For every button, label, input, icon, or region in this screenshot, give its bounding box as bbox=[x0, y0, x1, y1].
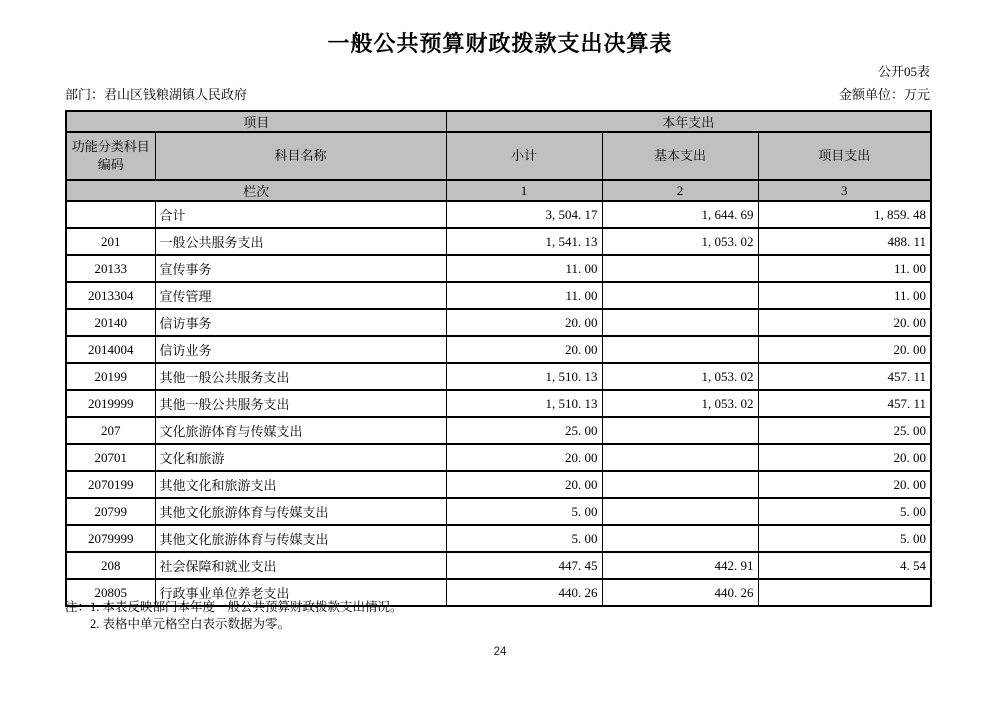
col-header-project-expenditure: 项目支出 bbox=[758, 132, 931, 180]
cell-subtotal: 1, 510. 13 bbox=[446, 390, 602, 417]
cell-subject-name: 其他一般公共服务支出 bbox=[155, 390, 446, 417]
cell-subtotal: 20. 00 bbox=[446, 471, 602, 498]
col-header-function-code: 功能分类科目编码 bbox=[66, 132, 155, 180]
cell-function-code: 207 bbox=[66, 417, 155, 444]
cell-project-expense: 5. 00 bbox=[758, 525, 931, 552]
cell-basic-expense bbox=[602, 255, 758, 282]
col-header-subject-name: 科目名称 bbox=[155, 132, 446, 180]
footnotes bbox=[65, 599, 403, 633]
table-row bbox=[66, 498, 931, 525]
cell-subject-name: 其他文化旅游体育与传媒支出 bbox=[155, 498, 446, 525]
table-code-label: 公开05表 bbox=[877, 64, 930, 79]
table-body bbox=[66, 201, 931, 606]
cell-function-code: 208 bbox=[66, 552, 155, 579]
table-row bbox=[66, 282, 931, 309]
unit-label: 金额单位：万元 bbox=[838, 87, 930, 102]
table-row bbox=[66, 417, 931, 444]
cell-subtotal: 1, 541. 13 bbox=[446, 228, 602, 255]
cell-subject-name: 其他文化和旅游支出 bbox=[155, 471, 446, 498]
table-header bbox=[66, 111, 931, 201]
table-row bbox=[66, 201, 931, 228]
cell-subject-name: 文化和旅游 bbox=[155, 444, 446, 471]
cell-function-code: 20140 bbox=[66, 309, 155, 336]
note-line-1: 注：1. 本表反映部门本年度一般公共预算财政拨款支出情况。 bbox=[65, 600, 403, 614]
col-group-current-year-expenditure: 本年支出 bbox=[446, 111, 931, 132]
cell-subtotal: 447. 45 bbox=[446, 552, 602, 579]
cell-subject-name: 一般公共服务支出 bbox=[155, 228, 446, 255]
note-line-2: 2. 表格中单元格空白表示数据为零。 bbox=[90, 617, 291, 631]
cell-basic-expense: 1, 053. 02 bbox=[602, 390, 758, 417]
cell-project-expense: 20. 00 bbox=[758, 336, 931, 363]
cell-basic-expense bbox=[602, 282, 758, 309]
cell-basic-expense bbox=[602, 525, 758, 552]
cell-subtotal: 1, 510. 13 bbox=[446, 363, 602, 390]
cell-project-expense bbox=[758, 579, 931, 606]
cell-function-code: 20701 bbox=[66, 444, 155, 471]
col-index-label: 栏次 bbox=[66, 180, 446, 201]
cell-subject-name: 宣传管理 bbox=[155, 282, 446, 309]
table-row bbox=[66, 390, 931, 417]
cell-function-code: 20199 bbox=[66, 363, 155, 390]
cell-basic-expense bbox=[602, 417, 758, 444]
table-row bbox=[66, 255, 931, 282]
header-index-row bbox=[66, 180, 931, 201]
page-number: 24 bbox=[493, 646, 507, 658]
col-header-basic-expenditure: 基本支出 bbox=[602, 132, 758, 180]
table-row bbox=[66, 552, 931, 579]
cell-project-expense: 20. 00 bbox=[758, 309, 931, 336]
cell-subtotal: 5. 00 bbox=[446, 498, 602, 525]
table-row bbox=[66, 525, 931, 552]
cell-function-code: 2014004 bbox=[66, 336, 155, 363]
cell-function-code bbox=[66, 201, 155, 228]
cell-subject-name: 文化旅游体育与传媒支出 bbox=[155, 417, 446, 444]
table-row bbox=[66, 471, 931, 498]
col-index-3: 3 bbox=[758, 180, 931, 201]
header-group-row bbox=[66, 111, 931, 132]
cell-project-expense: 4. 54 bbox=[758, 552, 931, 579]
cell-subject-name: 行政事业单位养老支出 bbox=[155, 579, 446, 606]
page-title: 一般公共预算财政拨款支出决算表 bbox=[327, 31, 673, 56]
cell-subtotal: 5. 00 bbox=[446, 525, 602, 552]
header-columns-row bbox=[66, 132, 931, 180]
cell-project-expense: 488. 11 bbox=[758, 228, 931, 255]
cell-basic-expense bbox=[602, 309, 758, 336]
cell-subtotal: 3, 504. 17 bbox=[446, 201, 602, 228]
cell-subject-name: 其他一般公共服务支出 bbox=[155, 363, 446, 390]
cell-function-code: 201 bbox=[66, 228, 155, 255]
cell-project-expense: 11. 00 bbox=[758, 255, 931, 282]
cell-project-expense: 457. 11 bbox=[758, 363, 931, 390]
cell-project-expense: 1, 859. 48 bbox=[758, 201, 931, 228]
cell-subject-name: 其他文化旅游体育与传媒支出 bbox=[155, 525, 446, 552]
cell-subtotal: 11. 00 bbox=[446, 255, 602, 282]
cell-function-code: 2019999 bbox=[66, 390, 155, 417]
col-header-subtotal: 小计 bbox=[446, 132, 602, 180]
budget-table bbox=[65, 110, 932, 607]
cell-subject-name: 宣传事务 bbox=[155, 255, 446, 282]
cell-basic-expense: 1, 644. 69 bbox=[602, 201, 758, 228]
table-row bbox=[66, 336, 931, 363]
table-row bbox=[66, 444, 931, 471]
table-row bbox=[66, 363, 931, 390]
cell-basic-expense: 1, 053. 02 bbox=[602, 228, 758, 255]
cell-subtotal: 20. 00 bbox=[446, 444, 602, 471]
cell-function-code: 20799 bbox=[66, 498, 155, 525]
department-label: 部门：君山区钱粮湖镇人民政府 bbox=[65, 87, 248, 102]
meta-row bbox=[65, 86, 930, 103]
cell-function-code: 2079999 bbox=[66, 525, 155, 552]
col-group-project: 项目 bbox=[66, 111, 446, 132]
table-row bbox=[66, 228, 931, 255]
cell-subject-name: 社会保障和就业支出 bbox=[155, 552, 446, 579]
col-index-2: 2 bbox=[602, 180, 758, 201]
cell-subtotal: 11. 00 bbox=[446, 282, 602, 309]
cell-project-expense: 25. 00 bbox=[758, 417, 931, 444]
cell-subtotal: 25. 00 bbox=[446, 417, 602, 444]
cell-function-code: 2013304 bbox=[66, 282, 155, 309]
cell-project-expense: 5. 00 bbox=[758, 498, 931, 525]
cell-function-code: 2070199 bbox=[66, 471, 155, 498]
cell-basic-expense bbox=[602, 336, 758, 363]
cell-project-expense: 11. 00 bbox=[758, 282, 931, 309]
cell-project-expense: 20. 00 bbox=[758, 471, 931, 498]
cell-basic-expense bbox=[602, 444, 758, 471]
col-index-1: 1 bbox=[446, 180, 602, 201]
cell-project-expense: 457. 11 bbox=[758, 390, 931, 417]
cell-subtotal: 20. 00 bbox=[446, 309, 602, 336]
cell-function-code: 20133 bbox=[66, 255, 155, 282]
cell-subtotal: 440. 26 bbox=[446, 579, 602, 606]
cell-project-expense: 20. 00 bbox=[758, 444, 931, 471]
cell-subject-name: 合计 bbox=[155, 201, 446, 228]
table-row bbox=[66, 309, 931, 336]
cell-subtotal: 20. 00 bbox=[446, 336, 602, 363]
cell-subject-name: 信访事务 bbox=[155, 309, 446, 336]
cell-basic-expense: 1, 053. 02 bbox=[602, 363, 758, 390]
cell-basic-expense bbox=[602, 498, 758, 525]
cell-basic-expense: 442. 91 bbox=[602, 552, 758, 579]
cell-basic-expense: 440. 26 bbox=[602, 579, 758, 606]
cell-basic-expense bbox=[602, 471, 758, 498]
cell-function-code: 20805 bbox=[66, 579, 155, 606]
cell-subject-name: 信访业务 bbox=[155, 336, 446, 363]
